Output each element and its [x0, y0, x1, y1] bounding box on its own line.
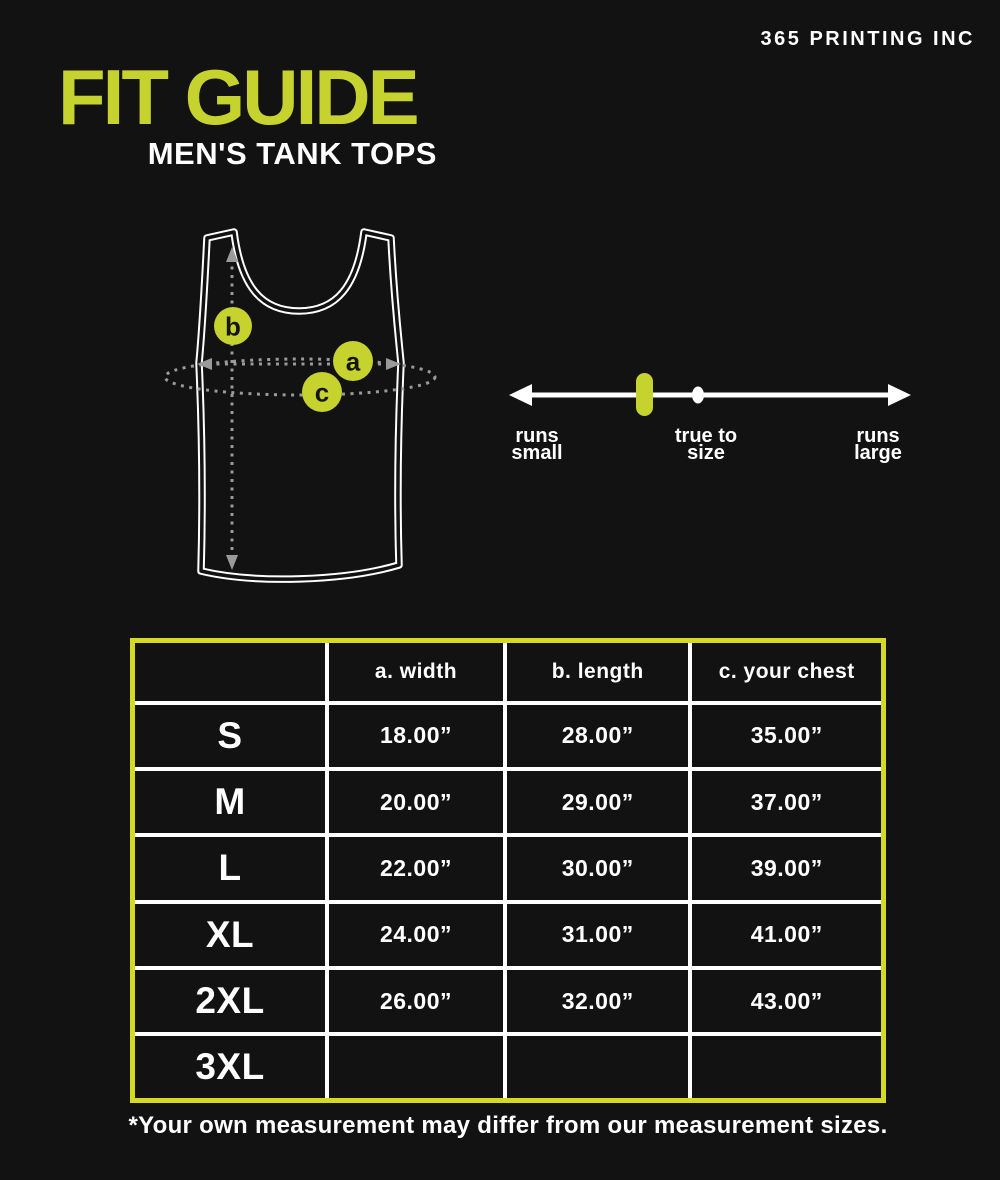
width-value: 24.00”: [327, 902, 505, 968]
tank-outline: [199, 232, 401, 579]
size-table: [130, 638, 886, 1103]
fit-scale-label-runs-large: runs large: [854, 425, 902, 464]
length-value: 29.00”: [505, 769, 690, 835]
table-row-xl: [133, 902, 884, 968]
fit-scale: [495, 358, 925, 428]
size-label: 2XL: [133, 968, 328, 1034]
size-table-header-row: [133, 641, 884, 703]
header-blank-cell: [133, 641, 328, 703]
page-title: FIT GUIDE: [58, 53, 417, 141]
size-label: M: [133, 769, 328, 835]
table-row-2xl: [133, 968, 884, 1034]
width-value: 20.00”: [327, 769, 505, 835]
chest-value: 35.00”: [690, 703, 883, 769]
marker-b-letter: b: [225, 311, 241, 342]
page-subtitle: MEN'S TANK TOPS: [147, 136, 437, 171]
fit-scale-label-true-to-size: true to size: [674, 425, 738, 464]
tank-top-diagram: [140, 218, 460, 603]
size-label: L: [133, 835, 328, 901]
chest-value: 37.00”: [690, 769, 883, 835]
header-chest: c. your chest: [690, 641, 883, 703]
chest-value: 43.00”: [690, 968, 883, 1034]
table-row-l: [133, 835, 884, 901]
marker-c-letter: c: [314, 377, 330, 408]
chest-value: 39.00”: [690, 835, 883, 901]
header-length: b. length: [505, 641, 690, 703]
true-to-size-tick: [692, 387, 704, 404]
fit-scale-arrow-right: [888, 384, 911, 406]
fit-scale-label-runs-small: runs small: [511, 425, 563, 464]
measurement-disclaimer: *Your own measurement may differ from our measurement sizes.: [128, 1112, 888, 1139]
table-row-m: [133, 769, 884, 835]
header-width: a. width: [327, 641, 505, 703]
brand-name: 365 PRINTING INC: [760, 28, 975, 50]
table-row-s: [133, 703, 884, 769]
length-value: 32.00”: [505, 968, 690, 1034]
size-label: 3XL: [133, 1034, 328, 1100]
width-value: [327, 1034, 505, 1100]
width-value: 22.00”: [327, 835, 505, 901]
size-label: XL: [133, 902, 328, 968]
size-label: S: [133, 703, 328, 769]
chest-value: 41.00”: [690, 902, 883, 968]
length-value: 31.00”: [505, 902, 690, 968]
marker-a-letter: a: [345, 346, 361, 377]
length-value: [505, 1034, 690, 1100]
length-value: 28.00”: [505, 703, 690, 769]
table-row-3xl: [133, 1034, 884, 1100]
length-value: 30.00”: [505, 835, 690, 901]
chest-value: [690, 1034, 883, 1100]
width-value: 26.00”: [327, 968, 505, 1034]
width-value: 18.00”: [327, 703, 505, 769]
fit-scale-arrow-left: [509, 384, 532, 406]
fit-position-marker: [636, 373, 653, 416]
